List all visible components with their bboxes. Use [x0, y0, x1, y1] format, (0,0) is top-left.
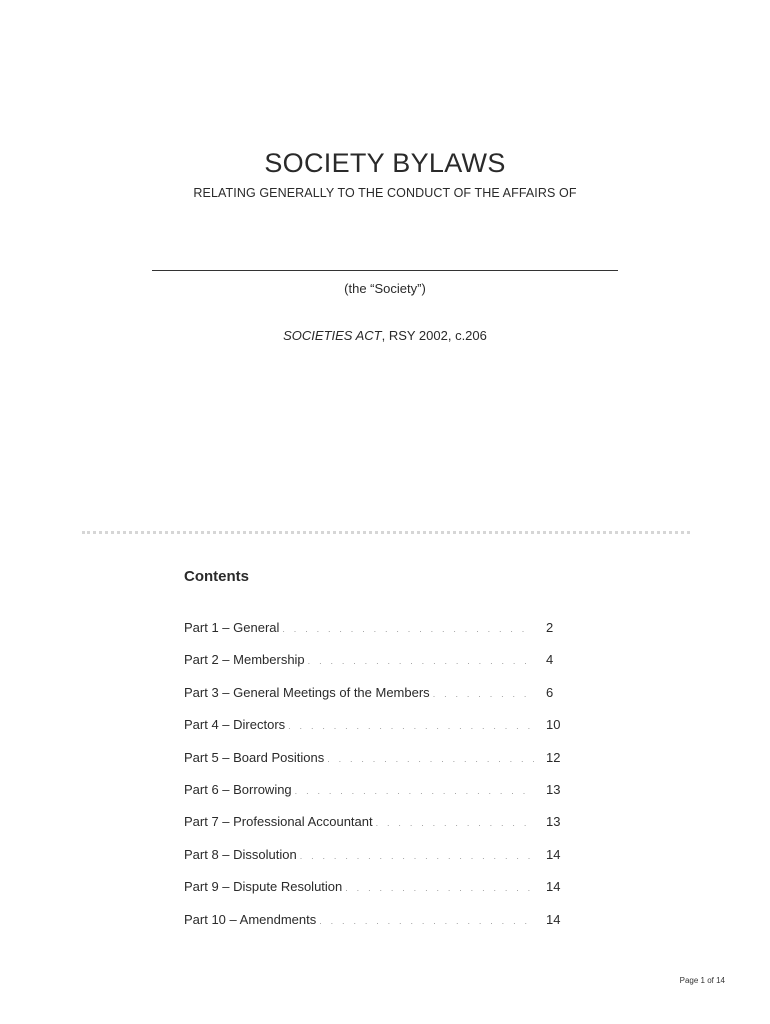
toc-entry-title: Part 9 – Dispute Resolution	[184, 879, 343, 895]
toc-dot-leader	[376, 818, 534, 828]
toc-entry-title: Part 4 – Directors	[184, 717, 286, 733]
act-citation: , RSY 2002, c.206	[381, 328, 487, 343]
toc-entry[interactable]	[184, 685, 564, 717]
toc-entry[interactable]	[184, 879, 564, 911]
toc-entry-title: Part 7 – Professional Accountant	[184, 814, 373, 830]
toc-entry-title: Part 5 – Board Positions	[184, 749, 325, 765]
toc-entry[interactable]	[184, 652, 564, 684]
toc-dot-leader	[295, 786, 534, 796]
document-title: SOCIETY BYLAWS	[264, 148, 506, 178]
toc-entry-title: Part 8 – Dissolution	[184, 846, 297, 862]
act-reference	[0, 328, 770, 343]
toc-entry-page: 13	[546, 781, 561, 797]
document-subtitle: RELATING GENERALLY TO THE CONDUCT OF THE AFFAIRS OF	[193, 186, 577, 200]
toc-dot-leader	[345, 883, 534, 893]
society-name-blank-line	[152, 270, 618, 271]
toc-entry[interactable]	[184, 912, 564, 944]
toc-entry-page: 14	[546, 879, 561, 895]
toc-dot-leader	[319, 916, 534, 926]
toc-entry-title: Part 2 – Membership	[184, 652, 305, 668]
toc-entry-page: 2	[546, 620, 554, 635]
toc-entry-title: Part 6 – Borrowing	[184, 781, 292, 797]
toc-entry[interactable]	[184, 717, 564, 749]
toc-entry-title: Part 3 – General Meetings of the Members	[184, 684, 430, 700]
toc-entry-page: 12	[546, 749, 561, 765]
toc-entry-page: 6	[546, 684, 554, 700]
toc-entry[interactable]	[184, 814, 564, 846]
toc-entry-page: 10	[546, 717, 561, 733]
contents-heading: Contents	[184, 568, 249, 585]
toc-dot-leader	[433, 689, 534, 699]
toc-dot-leader	[300, 851, 534, 861]
toc-entry-page: 14	[546, 846, 561, 862]
toc-entry[interactable]	[184, 620, 564, 652]
page-number-footer: Page 1 of 14	[679, 976, 725, 985]
toc-entry[interactable]	[184, 782, 564, 814]
society-label: (the “Society”)	[344, 281, 426, 296]
toc-entry-title: Part 10 – Amendments	[184, 911, 317, 927]
toc-entry-page: 4	[546, 652, 554, 668]
toc-entry[interactable]	[184, 847, 564, 879]
toc-dot-leader	[288, 721, 534, 731]
toc-dot-leader	[327, 754, 534, 764]
toc-entry-title: Part 1 – General	[184, 620, 280, 635]
toc-entry-page: 14	[546, 911, 561, 927]
table-of-contents	[184, 620, 564, 944]
toc-entry[interactable]	[184, 750, 564, 782]
toc-dot-leader	[308, 656, 534, 666]
act-name: SOCIETIES ACT	[283, 328, 382, 343]
toc-entry-page: 13	[546, 814, 561, 830]
toc-dot-leader	[282, 624, 534, 634]
dotted-divider	[82, 531, 690, 534]
